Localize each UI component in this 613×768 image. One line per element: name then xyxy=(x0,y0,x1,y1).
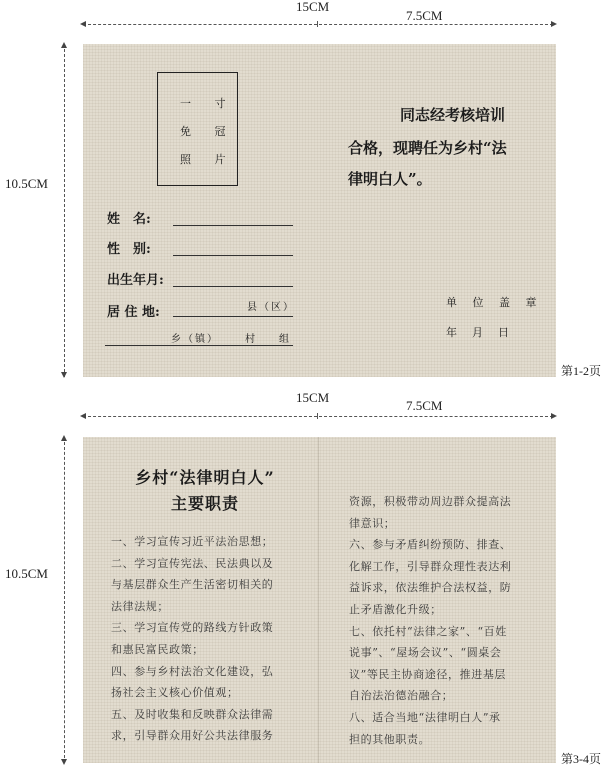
township-label: 乡（镇） xyxy=(171,334,219,345)
birth-label: 出生年月: xyxy=(107,273,164,288)
height-label-top: 10.5CM xyxy=(5,176,48,191)
width-label-bottom: 15CM xyxy=(296,390,330,405)
duty-line: 求，引导群众用好公共法律服务 xyxy=(111,729,274,743)
duty-line: 益诉求，依法维护合法权益，防 xyxy=(349,581,512,595)
center-fold xyxy=(318,437,319,763)
arrow-down-icon xyxy=(61,372,67,378)
height-label-bottom: 10.5CM xyxy=(5,566,48,581)
duty-line: 自治法治德治融合； xyxy=(349,689,454,703)
photo-text-line: 照 片 xyxy=(180,153,236,166)
width-dimension-line-top xyxy=(83,24,553,25)
township-blank xyxy=(105,345,293,346)
county-label: 县（区） xyxy=(247,302,295,313)
duty-line: 资源，积极带动周边群众提高法 xyxy=(349,495,512,508)
duty-line: 四、参与乡村法治文化建设，弘 xyxy=(111,664,274,678)
duty-line: 说事”、“屋场会议”、“圆桌会 xyxy=(349,646,502,660)
photo-text-line: 一 寸 xyxy=(180,97,236,110)
appointment-line-3: 律明白人”。 xyxy=(348,170,432,188)
appointment-line-1: 同志经考核培训 xyxy=(400,106,506,124)
center-tick-top xyxy=(317,21,318,27)
duty-line: 与基层群众生产生活密切相关的 xyxy=(111,578,274,592)
duties-title-line-1: 乡村“法律明白人” xyxy=(135,468,275,487)
certificate-duties-card xyxy=(83,437,556,763)
duty-line: 担的其他职责。 xyxy=(349,732,431,746)
width-dimension-line-bottom xyxy=(83,416,553,417)
duty-line: 议”等民主协商途径，推进基层 xyxy=(349,667,507,681)
duty-line: 法律法规； xyxy=(111,599,169,613)
arrow-left-icon xyxy=(80,413,86,419)
photo-placeholder xyxy=(157,72,238,186)
group-label: 组 xyxy=(279,334,291,345)
arrow-left-icon xyxy=(80,21,86,27)
village-label: 村 xyxy=(245,334,257,345)
half-width-label-bottom: 7.5CM xyxy=(406,398,443,413)
duty-line: 化解工作，引导群众理性表达利 xyxy=(349,559,512,573)
height-dimension-line-bottom xyxy=(64,437,65,763)
seal-label: 单 位 盖 章 xyxy=(446,296,543,309)
duties-left-column xyxy=(111,531,273,747)
duty-line: 二、学习宣传宪法、民法典以及 xyxy=(111,556,274,570)
width-label-top: 15CM xyxy=(296,0,330,14)
duty-line: 五、及时收集和反映群众法律需 xyxy=(111,707,274,721)
certificate-front-card xyxy=(83,44,556,377)
duty-line: 三、学习宣传党的路线方针政策 xyxy=(111,621,274,635)
duty-line: 八、适合当地“法律明白人”承 xyxy=(349,710,501,724)
name-blank xyxy=(173,225,293,226)
duty-line: 和惠民富民政策； xyxy=(111,642,204,656)
date-label: 年 月 日 xyxy=(446,326,511,339)
arrow-up-icon xyxy=(61,435,67,441)
page-label-1-2: 第1-2页 xyxy=(561,364,601,378)
center-tick-bottom xyxy=(317,413,318,419)
duty-line: 六、参与矛盾纠纷预防、排查、 xyxy=(349,538,512,552)
page-label-3-4: 第3-4页 xyxy=(561,752,601,766)
residence-label: 居 住 地: xyxy=(107,305,160,320)
duty-line: 扬社会主义核心价值观； xyxy=(111,686,239,700)
duty-line: 止矛盾激化升级； xyxy=(349,602,442,616)
county-blank xyxy=(173,316,293,317)
gender-label: 性 别: xyxy=(107,242,151,257)
birth-blank xyxy=(173,286,293,287)
duties-title-line-2: 主要职责 xyxy=(170,494,239,513)
duties-right-column xyxy=(349,491,511,750)
duty-line: 七、依托村“法律之家”、“百姓 xyxy=(349,624,507,638)
arrow-up-icon xyxy=(61,42,67,48)
duty-line: 律意识； xyxy=(349,516,396,530)
name-label: 姓 名: xyxy=(107,212,151,227)
arrow-right-icon xyxy=(551,21,557,27)
duty-line: 一、学习宣传习近平法治思想； xyxy=(111,535,274,548)
photo-text-line: 免 冠 xyxy=(180,125,236,138)
arrow-right-icon xyxy=(551,413,557,419)
height-dimension-line-top xyxy=(64,44,65,377)
appointment-line-2: 合格，现聘任为乡村“法 xyxy=(348,139,507,157)
arrow-down-icon xyxy=(61,759,67,765)
half-width-label-top: 7.5CM xyxy=(406,8,443,23)
gender-blank xyxy=(173,255,293,256)
